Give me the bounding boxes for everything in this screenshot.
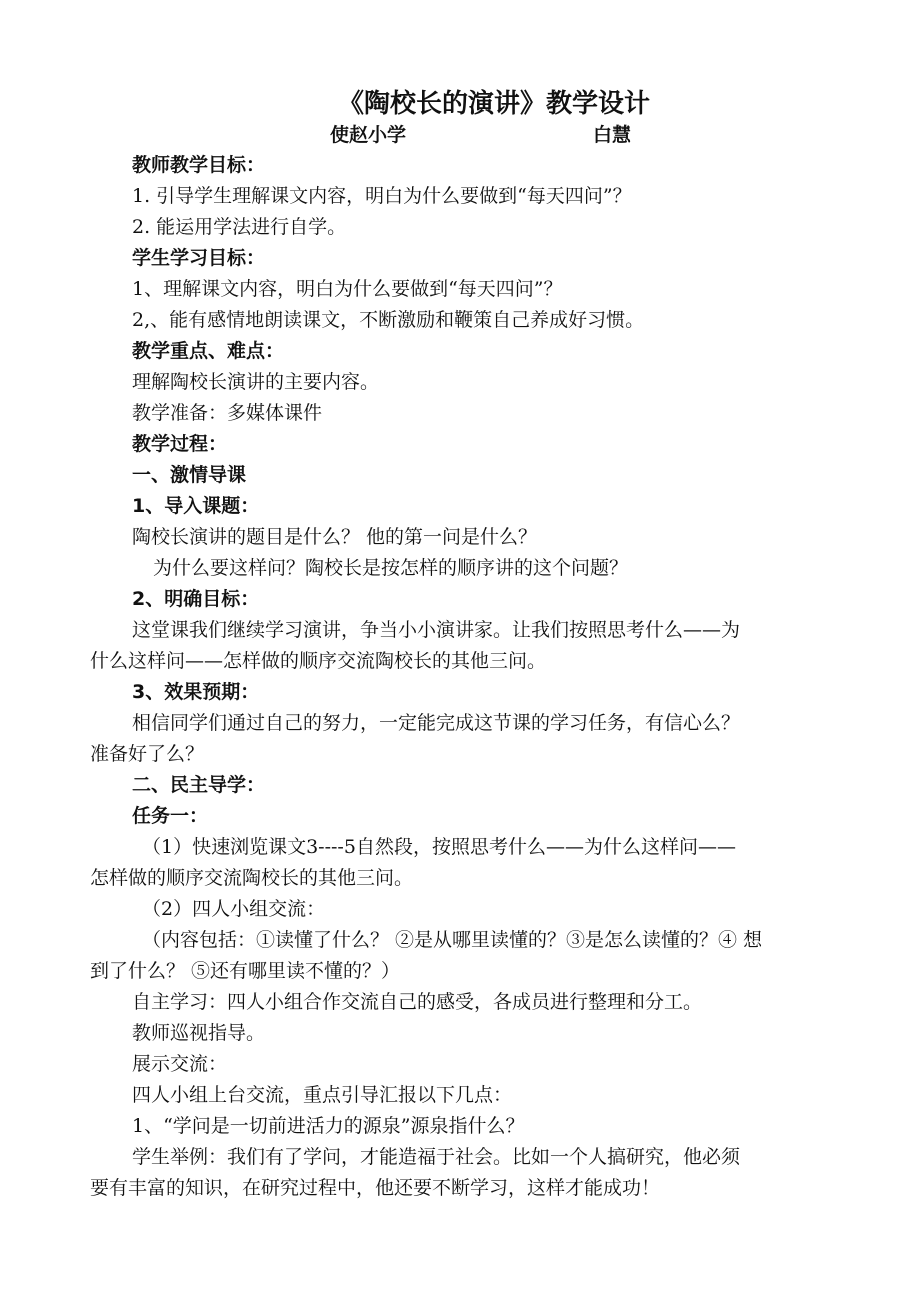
- paragraph-line: 陶校长演讲的题目是什么？ 他的第一问是什么？: [132, 526, 538, 548]
- paragraph-line: 教师巡视指导。: [132, 1022, 266, 1044]
- paragraph-line: 什么这样问——怎样做的顺序交流陶校长的其他三问。: [90, 650, 547, 672]
- paragraph-line: 到了什么？ ⑤还有哪里读不懂的？）: [90, 960, 401, 982]
- document-title: 《陶校长的演讲》教学设计: [337, 89, 650, 119]
- paragraph-line: 为什么要这样问？陶校长是按怎样的顺序讲的这个问题？: [153, 557, 629, 579]
- paragraph-line: 1. 引导学生理解课文内容，明白为什么要做到“每天四问”？: [132, 185, 632, 207]
- paragraph-line: 要有丰富的知识，在研究过程中，他还要不断学习，这样才能成功！: [90, 1177, 661, 1199]
- school-name: 使赵小学: [330, 124, 407, 146]
- section-heading: 学生学习目标：: [132, 247, 266, 269]
- paragraph-line: （内容包括：①读懂了什么？ ②是从哪里读懂的？③是怎么读懂的？④ 想: [142, 929, 763, 951]
- paragraph-line: 四人小组上台交流，重点引导汇报以下几点：: [132, 1084, 513, 1106]
- paragraph-line: 理解陶校长演讲的主要内容。: [132, 371, 380, 393]
- section-heading: 教学重点、难点：: [132, 340, 285, 362]
- section-heading: 3、效果预期：: [132, 681, 260, 703]
- paragraph-line: 这堂课我们继续学习演讲，争当小小演讲家。让我们按照思考什么——为: [132, 619, 741, 641]
- section-heading: 2、明确目标：: [132, 588, 260, 610]
- paragraph-line: 1、“学问是一切前进活力的源泉”源泉指什么？: [132, 1115, 525, 1137]
- paragraph-line: 展示交流：: [132, 1053, 228, 1075]
- paragraph-line: 2. 能运用学法进行自学。: [132, 216, 347, 238]
- section-heading: 一、激情导课: [132, 464, 247, 486]
- author-name: 白慧: [593, 124, 632, 146]
- paragraph-line: 相信同学们通过自己的努力，一定能完成这节课的学习任务，有信心么？: [132, 712, 741, 734]
- paragraph-line: 教学准备：多媒体课件: [132, 402, 323, 424]
- paragraph-line: 自主学习：四人小组合作交流自己的感受，各成员进行整理和分工。: [132, 991, 703, 1013]
- section-heading: 任务一：: [132, 805, 209, 827]
- section-heading: 教师教学目标：: [132, 154, 266, 176]
- paragraph-line: 准备好了么？: [90, 743, 205, 765]
- paragraph-line: 1、理解课文内容，明白为什么要做到“每天四问”？: [132, 278, 563, 300]
- paragraph-line: （1）快速浏览课文3----5自然段，按照思考什么——为什么这样问——: [142, 836, 736, 858]
- section-heading: 1、导入课题：: [132, 495, 260, 517]
- paragraph-line: （2）四人小组交流：: [142, 898, 326, 920]
- section-heading: 教学过程：: [132, 433, 228, 455]
- section-heading: 二、民主导学：: [132, 774, 266, 796]
- paragraph-line: 学生举例：我们有了学问，才能造福于社会。比如一个人搞研究，他必须: [132, 1146, 741, 1168]
- paragraph-line: 怎样做的顺序交流陶校长的其他三问。: [90, 867, 414, 889]
- paragraph-line: 2,、能有感情地朗读课文，不断激励和鞭策自己养成好习惯。: [132, 309, 645, 331]
- document-body: [90, 150, 835, 1204]
